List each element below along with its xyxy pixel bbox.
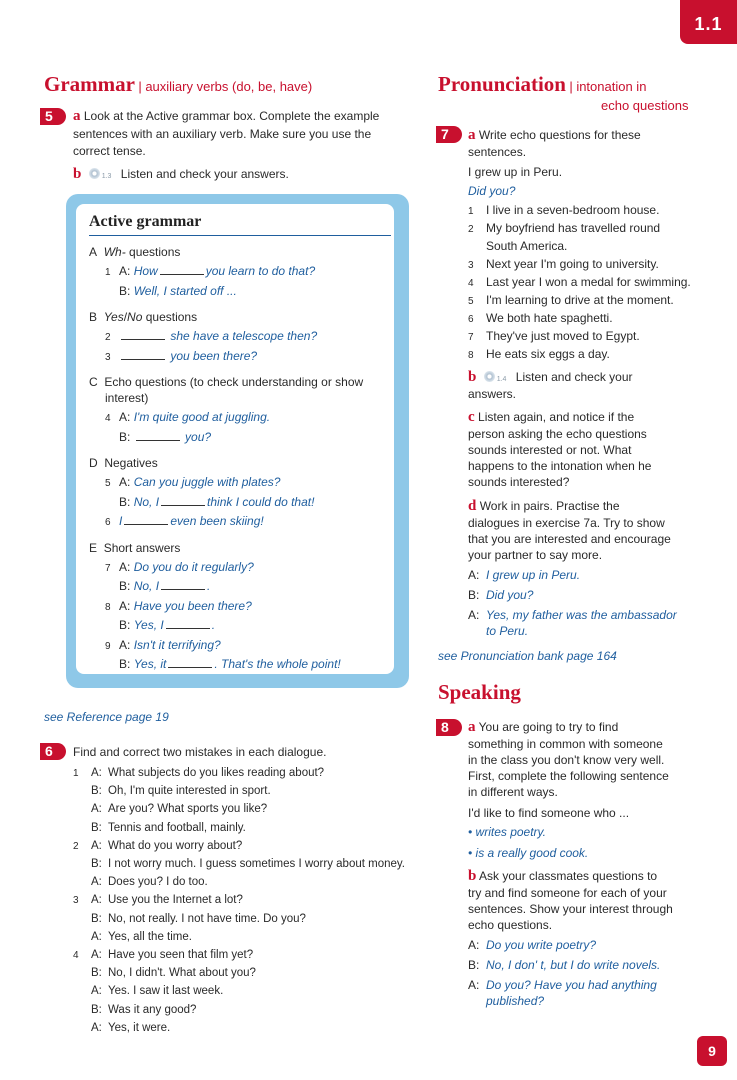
grammar-heading: Grammar | auxiliary verbs (do, be, have) — [44, 72, 313, 96]
ag-item-1a: 1 A: How you learn to do that? — [105, 264, 316, 278]
ag-item-6: 6 I even been skiing! — [105, 514, 264, 528]
exercise-7c-line4: happens to the intonation when he — [468, 459, 652, 473]
exercise-5a-line1: Look at the Active grammar box. Complete the example — [83, 109, 380, 123]
exercise-7a-line2: sentences. — [468, 145, 527, 159]
dialogue-line: B: No, not really. I not have time. Do you? — [91, 912, 306, 925]
pronunciation-heading: Pronunciation | intonation in — [438, 72, 647, 96]
ag-item-8b: B: Yes, I . — [119, 618, 216, 632]
exercise-5a-letter: a — [73, 108, 81, 124]
answer-blank[interactable] — [168, 657, 212, 668]
exercise-8b-text: b Ask your classmates questions to — [468, 868, 658, 884]
pronunciation-item: 7 They've just moved to Egypt. — [468, 329, 640, 343]
dialogue-line: 3 A: Use you the Internet a lot? — [73, 894, 243, 907]
ag-item-9a: 9 A: Isn't it terrifying? — [105, 638, 221, 652]
pronunciation-item: 4 Last year I won a medal for swimming. — [468, 275, 691, 289]
exercise-8a-line5: in different ways. — [468, 785, 558, 799]
exercise-8a-line2: something in common with someone — [468, 737, 663, 751]
exercise-7d-text: d Work in pairs. Practise the — [468, 498, 620, 514]
dialogue-line: B: Tennis and football, mainly. — [91, 821, 246, 834]
exercise-7a-text: a Write echo questions for these — [468, 127, 641, 143]
ag-item-4a: 4 A: I'm quite good at juggling. — [105, 410, 271, 424]
dialogue-8b-a2-line2: published? — [486, 994, 545, 1008]
dialogue-line: B: Oh, I'm quite interested in sport. — [91, 785, 271, 798]
dialogue-7d-a1: A: I grew up in Peru. — [468, 568, 581, 582]
answer-blank[interactable] — [124, 514, 168, 525]
exercise-8a-text: a You are going to try to find — [468, 719, 619, 735]
ag-item-1b: B: Well, I started off ... — [119, 284, 237, 298]
dialogue-line: A: Yes. I saw it last week. — [91, 985, 224, 998]
exercise-6-number: 6 — [40, 743, 66, 760]
grammar-title: Grammar — [44, 72, 135, 96]
exercise-8b-line4: echo questions. — [468, 918, 553, 932]
exercise-5-number: 5 — [40, 108, 66, 125]
track-number: 1.3 — [101, 173, 112, 180]
dialogue-8b-a1: A: Do you write poetry? — [468, 938, 597, 952]
exercise-7b-line2: answers. — [468, 387, 517, 401]
active-grammar-rule — [89, 235, 391, 236]
exercise-7b-text: b 1.4 Listen and check your — [468, 369, 633, 385]
dialogue-line: 2 A: What do you worry about? — [73, 839, 243, 852]
dialogue-line: A: Yes, it were. — [91, 1021, 171, 1034]
pronunciation-bank-link[interactable]: see Pronunciation bank page 164 — [438, 649, 617, 663]
exercise-5a-line2: sentences with an auxiliary verb. Make sure you use the — [73, 127, 372, 141]
dialogue-line: A: Are you? What sports you like? — [91, 803, 268, 816]
ag-item-2: 2 she have a telescope then? — [105, 329, 318, 343]
audio-cd-icon[interactable] — [484, 371, 495, 382]
grammar-subtitle: auxiliary verbs (do, be, have) — [145, 79, 313, 94]
exercise-7-number: 7 — [436, 126, 462, 143]
ag-section-c-heading: C Echo questions (to check understanding or show — [89, 375, 364, 389]
unit-tab: 1.1 — [680, 0, 737, 44]
pronunciation-item: 5 I'm learning to drive at the moment. — [468, 293, 674, 307]
answer-blank[interactable] — [161, 579, 205, 590]
answer-blank[interactable] — [166, 618, 210, 629]
active-grammar-title: Active grammar — [89, 213, 202, 230]
exercise-7d-line3: that you are interested and encourage — [468, 532, 671, 546]
dialogue-line: 4 A: Have you seen that film yet? — [73, 949, 254, 961]
pronunciation-item: 2 My boyfriend has travelled round — [468, 221, 661, 235]
ag-item-5a: 5 A: Can you juggle with plates? — [105, 475, 281, 489]
pronunciation-subtitle-2: echo questions — [601, 98, 689, 113]
exercise-8a-line4: First, complete the following sentence — [468, 769, 669, 783]
ag-section-b-heading: B Yes/No questions — [89, 310, 198, 324]
pronunciation-item: 1 I live in a seven-bedroom house. — [468, 203, 660, 217]
audio-cd-icon[interactable] — [89, 168, 100, 179]
exercise-7c-line2: person asking the echo questions — [468, 427, 647, 441]
page-number: 9 — [697, 1036, 727, 1066]
pronunciation-subtitle-1: intonation in — [576, 79, 647, 94]
dialogue-line: B: I not worry much. I guess sometimes I worry about money. — [91, 858, 405, 870]
ag-item-7b: B: No, I . — [119, 579, 211, 593]
exercise-5b-text — [73, 166, 289, 185]
ag-section-d-heading: D Negatives — [89, 456, 158, 470]
exercise-8b-line3: sentences. Show your interest through — [468, 902, 673, 916]
exercise-5a-line3: correct tense. — [73, 144, 146, 158]
ag-item-5b: B: No, I think I could do that! — [119, 495, 315, 509]
pronunciation-item: 8 He eats six eggs a day. — [468, 347, 610, 361]
dialogue-line: B: Was it any good? — [91, 1003, 197, 1016]
ag-item-8a: 8 A: Have you been there? — [105, 599, 252, 613]
pronunciation-title: Pronunciation — [438, 72, 566, 96]
example-answer: Did you? — [468, 184, 516, 198]
speaking-bullet-2: • is a really good cook. — [468, 846, 589, 860]
ag-section-a-heading: A Wh- questions — [89, 245, 181, 259]
dialogue-7d-a2-line2: to Peru. — [486, 624, 529, 638]
exercise-8a-line3: in the class you don't know very well. — [468, 753, 665, 767]
dialogue-line: 1 A: What subjects do you likes reading about? — [73, 767, 325, 779]
example-sentence: I grew up in Peru. — [468, 165, 563, 179]
exercise-7d-line4: your partner to say more. — [468, 548, 603, 562]
ag-item-4b: B: you? — [119, 430, 212, 444]
exercise-7c-text: c Listen again, and notice if the — [468, 409, 635, 425]
exercise-7c-line3: sounds interested or not. What — [468, 443, 632, 457]
dialogue-line: B: No, I didn't. What about you? — [91, 967, 256, 980]
ag-item-7a: 7 A: Do you do it regularly? — [105, 560, 254, 574]
exercise-8b-line2: try and find someone for each of your — [468, 886, 667, 900]
exercise-5a-text — [73, 108, 379, 124]
pronunciation-item: 6 We both hate spaghetti. — [468, 311, 613, 325]
answer-blank[interactable] — [121, 349, 165, 360]
pronunciation-item: 3 Next year I'm going to university. — [468, 257, 659, 271]
pronunciation-item: South America. — [486, 239, 568, 253]
ag-item-9b: B: Yes, it . That's the whole point! — [119, 657, 341, 671]
dialogue-line: A: Does you? I do too. — [91, 876, 208, 889]
speaking-bullet-1: • writes poetry. — [468, 825, 546, 839]
ag-section-c-heading-2: interest) — [105, 391, 149, 405]
exercise-6-instruction: Find and correct two mistakes in each dialogue. — [73, 745, 327, 759]
reference-link[interactable]: see Reference page 19 — [44, 710, 169, 724]
exercise-7c-line5: sounds interested? — [468, 475, 570, 489]
answer-blank[interactable] — [136, 430, 180, 441]
answer-blank[interactable] — [161, 495, 205, 506]
dialogue-8b-b1: B: No, I don' t, but I do write novels. — [468, 958, 661, 972]
ag-section-e-heading: E Short answers — [89, 541, 181, 555]
dialogue-line: A: Yes, all the time. — [91, 930, 192, 943]
dialogue-7d-a2: A: Yes, my father was the ambassador — [468, 608, 677, 622]
speaking-title: Speaking — [438, 680, 521, 704]
exercise-5b-letter: b — [73, 166, 82, 182]
dialogue-8b-a2: A: Do you? Have you had anything — [468, 978, 657, 992]
exercise-7d-line2: dialogues in exercise 7a. Try to show — [468, 516, 665, 530]
answer-blank[interactable] — [160, 264, 204, 275]
answer-blank[interactable] — [121, 329, 165, 340]
speaking-prompt: I'd like to find someone who ... — [468, 806, 630, 820]
dialogue-7d-b1: B: Did you? — [468, 588, 534, 602]
ag-item-3: 3 you been there? — [105, 349, 258, 363]
exercise-8-number: 8 — [436, 719, 462, 736]
exercise-5b-instruction: Listen and check your answers. — [120, 167, 289, 181]
